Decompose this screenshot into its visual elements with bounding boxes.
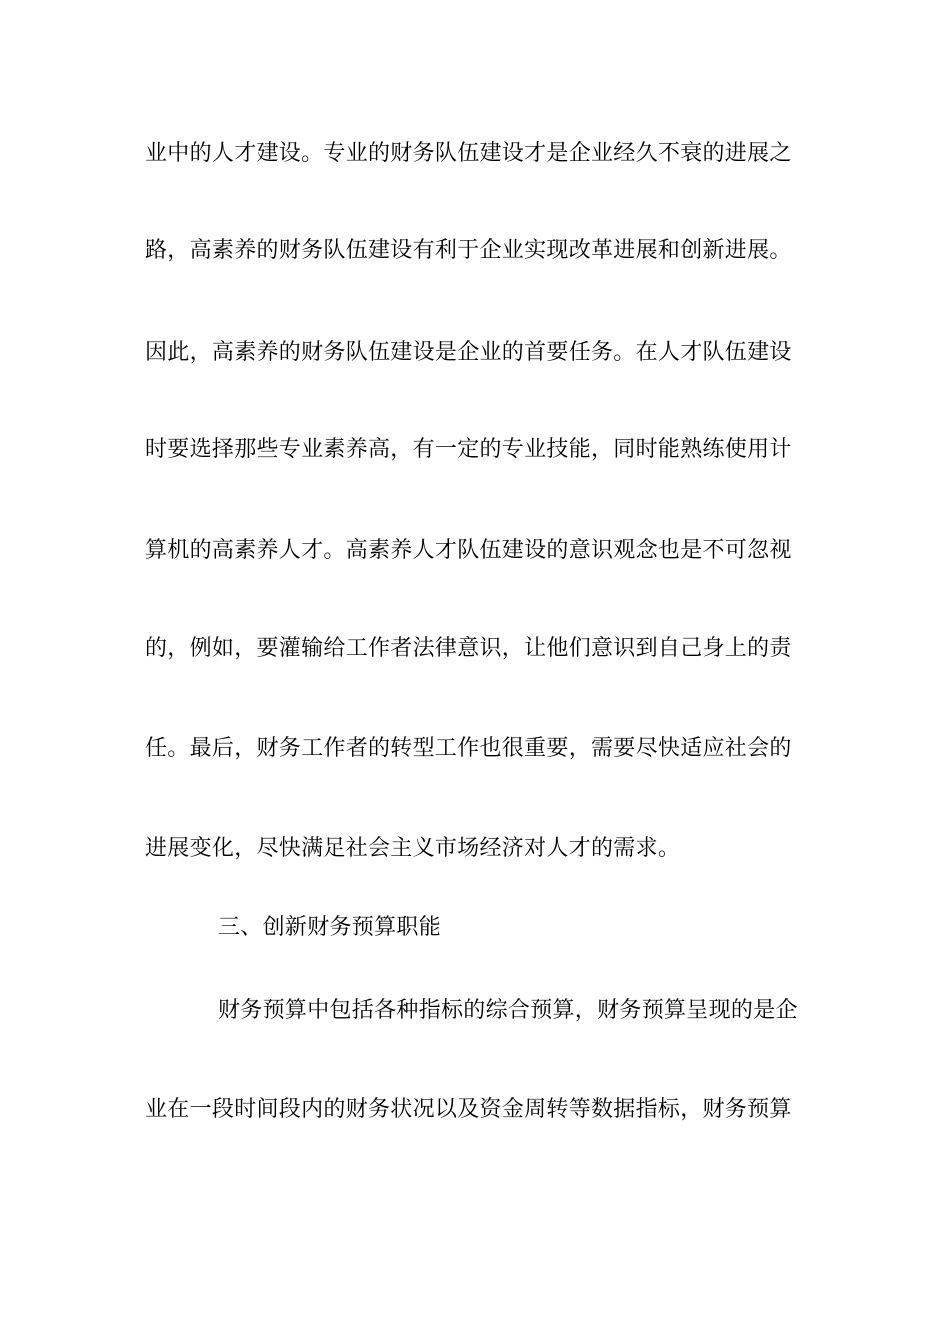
paragraph-line: 因此，高素养的财务队伍建设是企业的首要任务。在人才队伍建设: [145, 340, 792, 365]
section-heading: 三、创新财务预算职能: [218, 915, 442, 940]
paragraph-line: 路，高素养的财务队伍建设有利于企业实现改革进展和创新进展。: [145, 238, 792, 263]
paragraph-line: 业在一段时间段内的财务状况以及资金周转等数据指标，财务预算: [145, 1097, 792, 1122]
paragraph-line: 任。最后，财务工作者的转型工作也很重要，需要尽快适应社会的: [145, 736, 792, 761]
paragraph-line: 财务预算中包括各种指标的综合预算，财务预算呈现的是企: [218, 998, 798, 1023]
paragraph-line: 时要选择那些专业素养高，有一定的专业技能，同时能熟练使用计: [145, 437, 792, 462]
paragraph-line: 业中的人才建设。专业的财务队伍建设才是企业经久不衰的进展之: [145, 141, 792, 166]
paragraph-line: 进展变化，尽快满足社会主义市场经济对人才的需求。: [145, 836, 681, 861]
paragraph-line: 的，例如，要灌输给工作者法律意识，让他们意识到自己身上的责: [145, 636, 792, 661]
paragraph-line: 算机的高素养人才。高素养人才队伍建设的意识观念也是不可忽视: [145, 538, 792, 563]
